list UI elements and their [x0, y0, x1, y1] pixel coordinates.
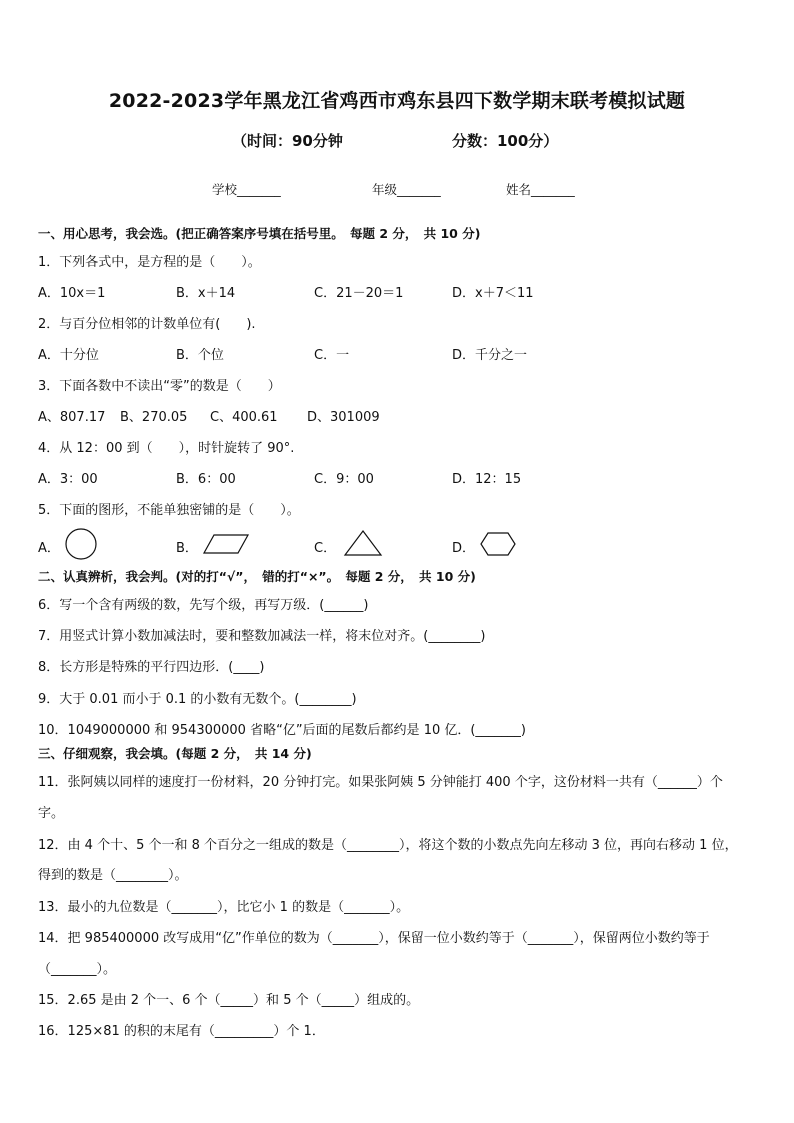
q2-option-b: B．个位	[176, 348, 224, 363]
hexagon-icon	[479, 531, 517, 557]
q3-option-b: B、270.05	[120, 410, 188, 425]
q3-option-a: A、807.17	[38, 410, 106, 425]
question-1: 1．下列各式中，是方程的是（ ）。	[38, 255, 261, 270]
section-2-heading: 二、认真辨析，我会判。(对的打“√”， 错的打“×”。 每题 2 分， 共 10 分)	[38, 569, 476, 584]
section-3-heading: 三、仔细观察，我会填。(每题 2 分， 共 14 分)	[38, 746, 312, 761]
question-12-cont: 得到的数是（________）。	[38, 868, 188, 883]
q2-option-a: A．十分位	[38, 348, 99, 363]
question-10: 10．1049000000 和 954300000 省略“亿”后面的尾数后都约是 10 亿．(_______)	[38, 723, 527, 738]
question-9: 9．大于 0.01 而小于 0.1 的小数有无数个。(________)	[38, 692, 357, 707]
question-8: 8．长方形是特殊的平行四边形．(____)	[38, 660, 265, 675]
q5-option-a: A．	[38, 541, 60, 556]
q5-option-c: C．	[314, 541, 337, 556]
question-2: 2．与百分位相邻的计数单位有( ).	[38, 317, 256, 332]
question-12: 12．由 4 个十、5 个一和 8 个百分之一组成的数是（________），将这个数的小数点先向左移动 3 位，再向右移动 1 位，	[38, 838, 738, 853]
circle-icon	[64, 527, 98, 561]
triangle-icon	[343, 529, 383, 557]
question-6: 6．写一个含有两级的数，先写个级，再写万级．(______)	[38, 598, 369, 613]
q2-option-c: C．一	[314, 348, 350, 363]
name-field: 姓名_______	[506, 182, 575, 197]
question-14-cont: （_______）。	[38, 962, 117, 977]
question-16: 16．125×81 的积的末尾有（_________）个 1．	[38, 1024, 325, 1039]
q2-option-d: D．千分之一	[452, 348, 528, 363]
exam-score: 分数：100分）	[452, 132, 559, 150]
question-11: 11．张阿姨以同样的速度打一份材料，20 分钟打完。如果张阿姨 5 分钟能打 400 个字，这份材料一共有（______）个	[38, 775, 723, 790]
exam-time: （时间：90分钟	[232, 132, 343, 150]
question-3: 3．下面各数中不读出“零”的数是（ ）	[38, 379, 281, 394]
q5-option-d: D．	[452, 541, 476, 556]
q4-option-c: C．9：00	[314, 472, 374, 487]
question-11-cont: 字。	[38, 806, 65, 821]
page-title: 2022-2023学年黑龙江省鸡西市鸡东县四下数学期末联考模拟试题	[108, 90, 686, 112]
school-field: 学校_______	[212, 182, 281, 197]
q4-option-b: B．6：00	[176, 472, 236, 487]
parallelogram-icon	[202, 533, 250, 555]
question-13: 13．最小的九位数是（_______），比它小 1 的数是（_______）。	[38, 900, 410, 915]
q3-option-d: D、301009	[307, 410, 380, 425]
q1-option-a: A．10x＝1	[38, 286, 106, 301]
question-14: 14．把 985400000 改写成用“亿”作单位的数为（_______），保留一位小数约等于（_______），保留两位小数约等于	[38, 931, 710, 946]
question-15: 15．2.65 是由 2 个一、6 个（_____）和 5 个（_____）组成的。	[38, 993, 420, 1008]
grade-field: 年级_______	[372, 182, 441, 197]
question-5: 5．下面的图形，不能单独密铺的是（ ）。	[38, 503, 300, 518]
question-7: 7．用竖式计算小数加减法时，要和整数加减法一样，将末位对齐。(________)	[38, 629, 486, 644]
question-4: 4．从 12：00 到（ ），时针旋转了 90°.	[38, 441, 295, 456]
q1-option-b: B．x＋14	[176, 286, 236, 301]
q4-option-a: A．3：00	[38, 472, 98, 487]
section-1-heading: 一、用心思考，我会选。(把正确答案序号填在括号里。 每题 2 分， 共 10 分)	[38, 226, 481, 241]
q5-option-b: B．	[176, 541, 198, 556]
q1-option-d: D．x＋7＜11	[452, 286, 534, 301]
q3-option-c: C、400.61	[210, 410, 278, 425]
q4-option-d: D．12：15	[452, 472, 522, 487]
q1-option-c: C．21－20＝1	[314, 286, 404, 301]
